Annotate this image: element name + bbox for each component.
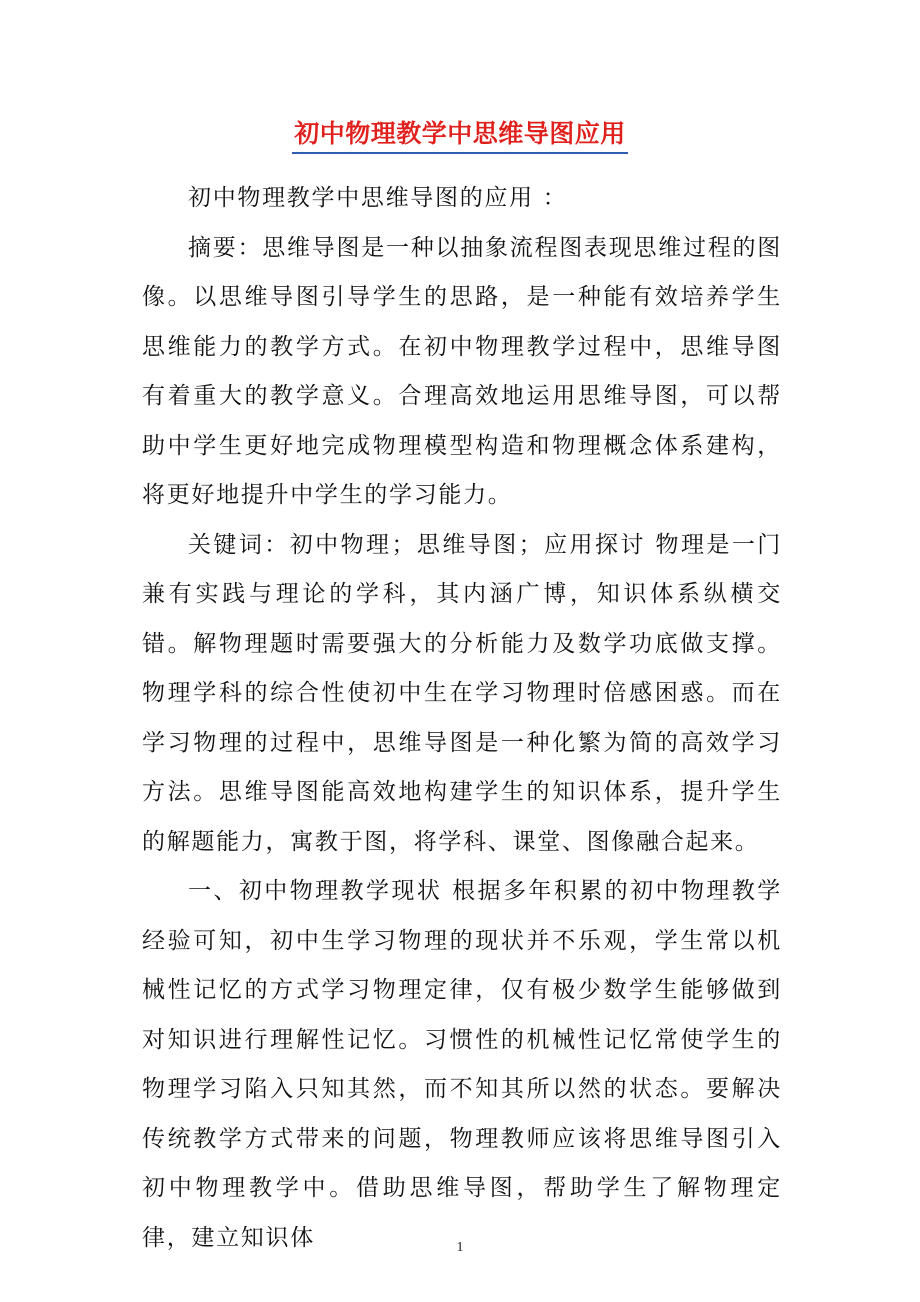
page-number: 1 — [456, 1240, 464, 1255]
subtitle-line: 初中物理教学中思维导图的应用 ： — [188, 185, 568, 211]
paragraph-keywords: 关键词：初中物理；思维导图；应用探讨 物理是一门兼有实践与理论的学科，其内涵广博，知识体系纵横交错。解物理题时需要强大的分析能力及数学功底做支撑。物理学科的综合性使初中生在学习物理时倍感困惑。而在学习物理的过程中，思维导图是一种化繁为简的高效学习方法。思维导图能高效地构建学生的知识体系，提升学生的解题能力，寓教于图，将学科、课堂、图像融合起来。 — [142, 531, 782, 855]
title-area — [0, 116, 920, 154]
document-title: 初中物理教学中思维导图应用 — [292, 116, 628, 154]
paragraph-section-one: 一、初中物理教学现状 根据多年积累的初中物理教学经验可知，初中生学习物理的现状并不乐观，学生常以机械性记忆的方式学习物理定律，仅有极少数学生能够做到对知识进行理解性记忆。习惯性的机械性记忆常使学生的物理学习陷入只知其然，而不知其所以然的状态。要解决传统教学方式带来的问题，物理教师应该将思维导图引入初中物理教学中。借助思维导图，帮助学生了解物理定律，建立知识体 — [142, 878, 782, 1251]
paragraph-abstract: 摘要：思维导图是一种以抽象流程图表现思维过程的图像。以思维导图引导学生的思路，是一种能有效培养学生思维能力的教学方式。在初中物理教学过程中，思维导图有着重大的教学意义。合理高效地运用思维导图，可以帮助中学生更好地完成物理模型构造和物理概念体系建构，将更好地提升中学生的学习能力。 — [142, 234, 782, 508]
document-body — [142, 174, 782, 1263]
